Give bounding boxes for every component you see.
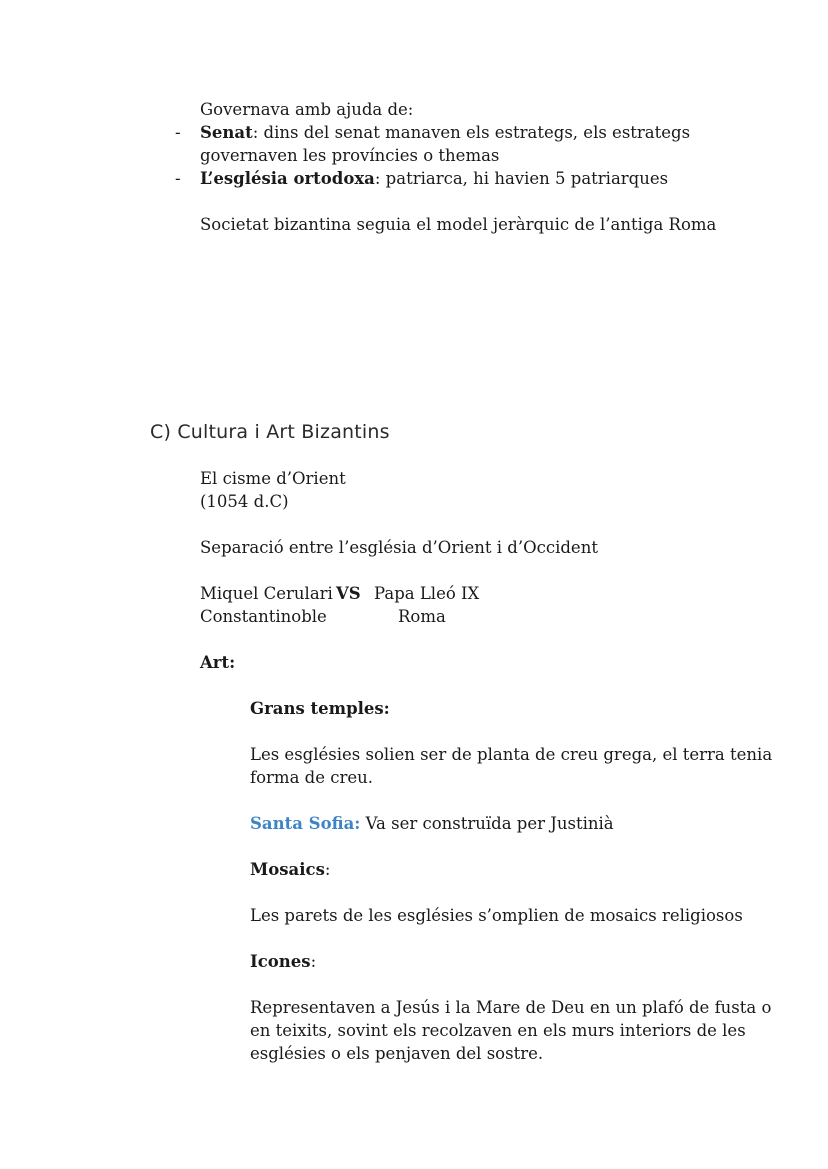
versus-left-name: Miquel Cerulari: [200, 584, 333, 603]
temples-label: Grans temples:: [250, 699, 390, 718]
mosaics-text: Les parets de les esglésies s’omplien de mosaics religiosos: [250, 906, 743, 925]
icones-label: Icones: [250, 952, 311, 971]
separation-text: Separació entre l’església d’Orient i d’Occident: [200, 538, 598, 557]
icones-text-2: en teixits, sovint els recolzaven en els murs interiors de les: [250, 1021, 746, 1040]
senat-line: [200, 121, 690, 144]
versus-right-name: Papa Lleó IX: [374, 584, 480, 603]
bullet-dash: -: [175, 169, 181, 188]
church-line: [200, 167, 668, 190]
versus-right-place: Roma: [398, 607, 446, 626]
versus-left-place: Constantinoble: [200, 607, 327, 626]
schism-date: (1054 d.C): [200, 492, 289, 511]
santa-sofia-label: Santa Sofia:: [250, 814, 361, 833]
church-term: L’església ortodoxa: [200, 169, 375, 188]
versus-label: VS: [336, 584, 361, 603]
senat-term: Senat: [200, 123, 253, 142]
senat-text: : dins del senat manaven els estrategs, els estrategs: [252, 123, 691, 142]
icones-colon: :: [310, 952, 317, 971]
mosaics-heading: [250, 858, 330, 881]
mosaics-colon: :: [324, 860, 331, 879]
senat-continuation: governaven les províncies o themas: [200, 146, 500, 165]
santa-sofia-text: Va ser construïda per Justinià: [360, 814, 614, 833]
church-text: : patriarca, hi havien 5 patriarques: [374, 169, 669, 188]
governance-intro: Governava amb ajuda de:: [200, 100, 414, 119]
society-text: Societat bizantina seguia el model jeràrquic de l’antiga Roma: [200, 215, 717, 234]
temples-text-1: Les esglésies solien ser de planta de creu grega, el terra tenia: [250, 745, 773, 764]
temples-text-2: forma de creu.: [250, 768, 373, 787]
mosaics-label: Mosaics: [250, 860, 325, 879]
art-label: Art:: [200, 653, 236, 672]
section-heading: C) Cultura i Art Bizantins: [150, 421, 390, 443]
schism-title: El cisme d’Orient: [200, 469, 346, 488]
icones-text-1: Representaven a Jesús i la Mare de Deu en un plafó de fusta o: [250, 998, 772, 1017]
santa-sofia-line: [250, 812, 614, 835]
icones-heading: [250, 950, 316, 973]
icones-text-3: esglésies o els penjaven del sostre.: [250, 1044, 544, 1063]
bullet-dash: -: [175, 123, 181, 142]
